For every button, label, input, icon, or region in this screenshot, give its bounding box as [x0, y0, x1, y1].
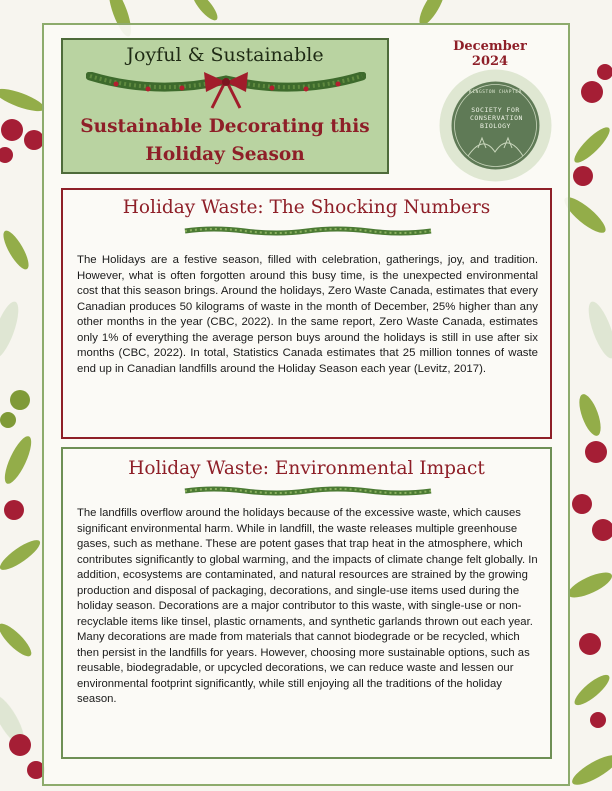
section-card-shocking-numbers	[61, 188, 552, 439]
garland-bow-icon	[86, 72, 366, 112]
green-berry-icon	[0, 390, 30, 428]
logo-name-text: SOCIETY FOR CONSERVATION BIOLOGY	[470, 106, 523, 130]
mini-garland-icon	[183, 486, 433, 496]
section-heading: Holiday Waste: Environmental Impact	[128, 458, 485, 479]
section-heading: Holiday Waste: The Shocking Numbers	[122, 197, 491, 218]
newsletter-title: Sustainable Decorating this Holiday Season	[80, 116, 370, 165]
society-logo	[438, 68, 553, 183]
section-body: The Holidays are a festive season, filled with celebration, gatherings, joy, and tradition. However, what is often forgotten around this busy time, is the unexpected environmental cost that this season brings. Around the holidays, Zero Waste Canada, estimates that every Canadian produces 50 kilograms of waste in the month of December, 25% higher than any other months in the year (CBC, 2022). In the same report, Zero Waste Canada, estimates only 1% of everything the average person buys around the holidays is still in use after six months (CBC, 2022). In total, Statistics Canada estimates that 25 million tonnes of waste end up in Canadian landfills around the Holiday Season each year (Levitz, 2017).	[77, 254, 538, 375]
newsletter-subtitle: Joyful & Sustainable	[126, 44, 324, 66]
section-card-environmental-impact	[61, 447, 552, 759]
section-body: The landfills overflow around the holidays because of the excessive waste, which causes significant environmental harm. While in landfill, the waste releases multiple greenhouse gases, such as methane. These are potent gases that trap heat in the atmosphere, which contributes significantly to global warming, and the impacts of climate change felt globally. In addition, ecosystems are contaminated, and natural resources are strained by the growing production and disposal of packaging, decorations, and single-use items used during the holiday season. Decorations are a major contributor to this waste, with single-use or non-recyclable items like tinsel, plastic ornaments, and synthetic garlands thrown out each year. Many decorations are made from materials that cannot biodegrade or be recycled, which then persist in the landfills for years. However, choosing more sustainable options, such as reusable, biodegradable, or upcycled decorations, we can reduce waste and lessen our environmental footprint significantly, while still enjoying all the traditions of the holiday season.	[77, 507, 538, 705]
issue-date: December 2024	[453, 39, 527, 69]
logo-chapter-text: KINGSTON CHAPTER	[469, 90, 522, 95]
mini-garland-icon	[183, 226, 433, 236]
